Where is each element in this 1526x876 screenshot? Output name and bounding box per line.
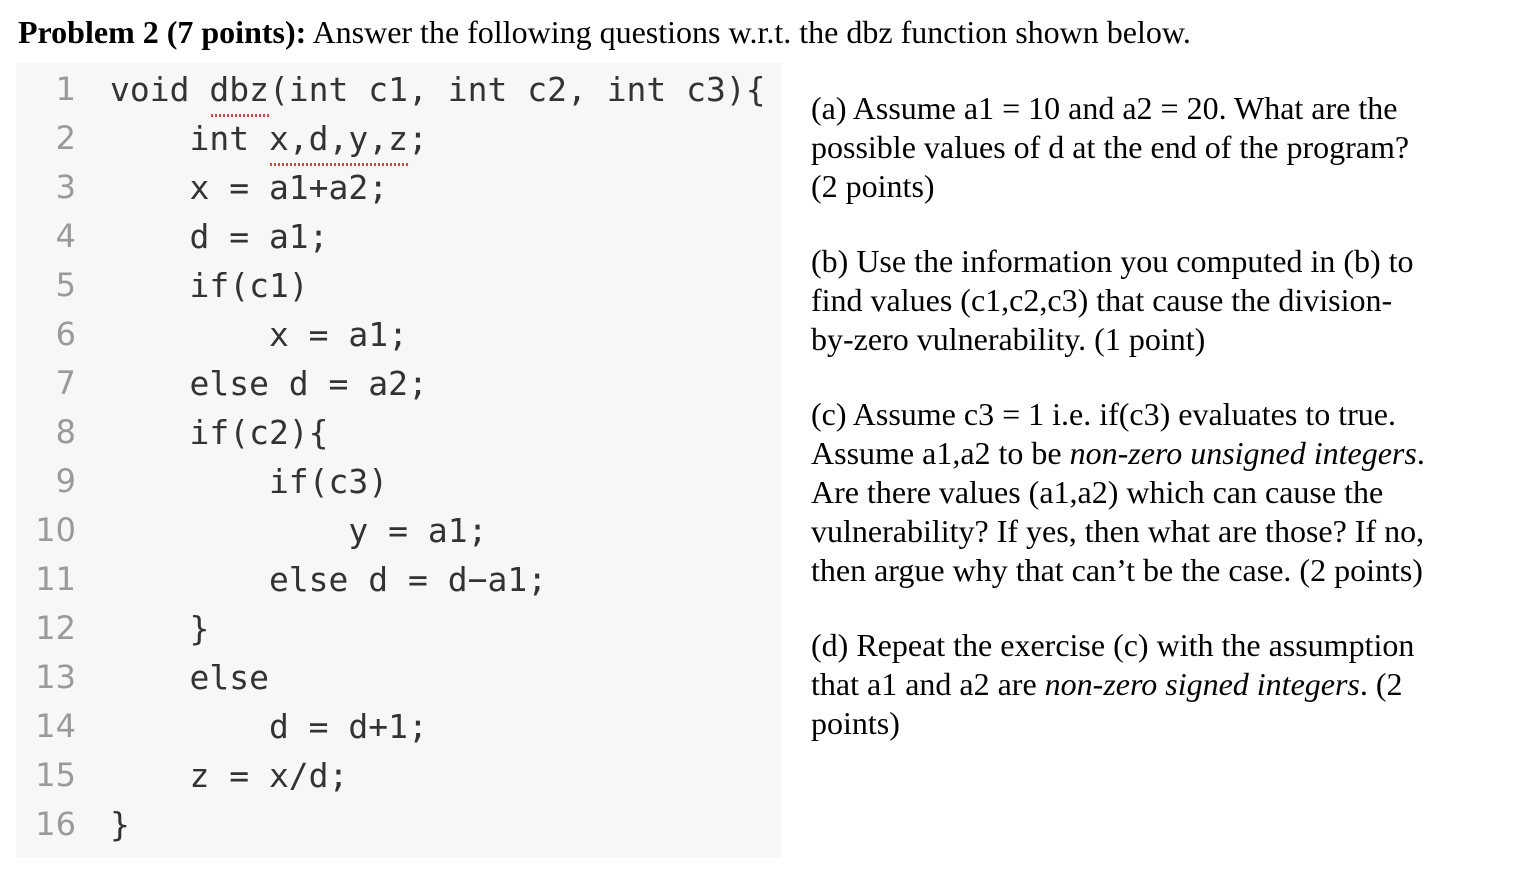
problem-title: Problem 2 (7 points): — [18, 14, 307, 50]
question-line: by-zero vulnerability. (1 point) — [811, 321, 1206, 357]
code-text: else — [110, 658, 269, 697]
code-text: if(c2){ — [110, 413, 329, 452]
emphasis-text: non-zero signed integers — [1044, 666, 1360, 702]
code-line — [16, 800, 782, 849]
line-number: 12 — [35, 609, 76, 647]
code-line — [16, 604, 782, 653]
question-text: Assume a1,a2 to be — [811, 435, 1070, 471]
emphasis-text: non-zero unsigned integers — [1069, 435, 1417, 471]
line-number: 14 — [35, 707, 76, 745]
line-number: 2 — [55, 119, 76, 157]
code-line — [16, 408, 782, 457]
line-number: 8 — [55, 413, 76, 451]
question-b — [811, 242, 1511, 359]
code-line — [16, 653, 782, 702]
code-line — [16, 163, 782, 212]
problem-instructions: Answer the following questions w.r.t. the dbz function shown below. — [306, 14, 1191, 50]
code-line — [16, 310, 782, 359]
line-number: 10 — [35, 511, 76, 549]
code-text: x = a1+a2; — [110, 168, 389, 207]
code-line — [16, 457, 782, 506]
question-text: . (2 — [1359, 666, 1403, 702]
code-line — [16, 114, 782, 163]
code-text: } — [110, 805, 130, 844]
code-line — [16, 65, 782, 114]
code-text: x = a1; — [110, 315, 409, 354]
question-line: points) — [811, 705, 900, 741]
question-line: Are there values (a1,a2) which can cause the — [811, 474, 1384, 510]
code-text: else d = d−a1; — [110, 560, 548, 599]
code-listing — [16, 63, 782, 858]
question-line: (a) Assume a1 = 10 and a2 = 20. What are the — [811, 90, 1398, 126]
line-number: 1 — [55, 70, 76, 108]
question-line — [811, 665, 1511, 704]
question-a — [811, 89, 1511, 206]
code-line — [16, 702, 782, 751]
question-text: that a1 and a2 are — [811, 666, 1045, 702]
code-line — [16, 212, 782, 261]
line-number: 6 — [55, 315, 76, 353]
question-line: find values (c1,c2,c3) that cause the division- — [811, 282, 1393, 318]
code-text: z = x/d; — [110, 756, 349, 795]
question-line: possible values of d at the end of the program? — [811, 129, 1410, 165]
line-number: 5 — [55, 266, 76, 304]
problem-heading — [18, 10, 1191, 54]
questions-panel — [811, 89, 1511, 779]
question-d — [811, 626, 1511, 743]
line-number: 13 — [35, 658, 76, 696]
code-line — [16, 261, 782, 310]
line-number: 4 — [55, 217, 76, 255]
code-text: int x,d,y,z; — [110, 119, 428, 158]
question-c — [811, 395, 1511, 590]
line-number: 15 — [35, 756, 76, 794]
code-line — [16, 751, 782, 800]
line-number: 3 — [55, 168, 76, 206]
question-line: then argue why that can’t be the case. (2 points) — [811, 552, 1423, 588]
code-text: } — [110, 609, 210, 648]
code-text: y = a1; — [110, 511, 488, 550]
question-line: vulnerability? If yes, then what are those? If no, — [811, 513, 1425, 549]
spellcheck-underline — [211, 114, 271, 117]
code-line — [16, 506, 782, 555]
question-line: (b) Use the information you computed in (b) to — [811, 243, 1414, 279]
code-text: d = d+1; — [110, 707, 428, 746]
code-text: void dbz(int c1, int c2, int c3){ — [110, 70, 766, 109]
line-number: 7 — [55, 364, 76, 402]
spellcheck-underline — [270, 163, 410, 166]
question-line — [811, 434, 1511, 473]
question-line: (2 points) — [811, 168, 935, 204]
question-text: . — [1416, 435, 1425, 471]
code-text: else d = a2; — [110, 364, 428, 403]
code-text: d = a1; — [110, 217, 329, 256]
line-number: 16 — [35, 805, 76, 843]
question-line: (c) Assume c3 = 1 i.e. if(c3) evaluates to true. — [811, 396, 1396, 432]
line-number: 9 — [55, 462, 76, 500]
code-line — [16, 555, 782, 604]
code-text: if(c3) — [110, 462, 389, 501]
code-text: if(c1) — [110, 266, 309, 305]
question-line: (d) Repeat the exercise (c) with the assumption — [811, 627, 1415, 663]
code-line — [16, 359, 782, 408]
line-number: 11 — [35, 560, 76, 598]
